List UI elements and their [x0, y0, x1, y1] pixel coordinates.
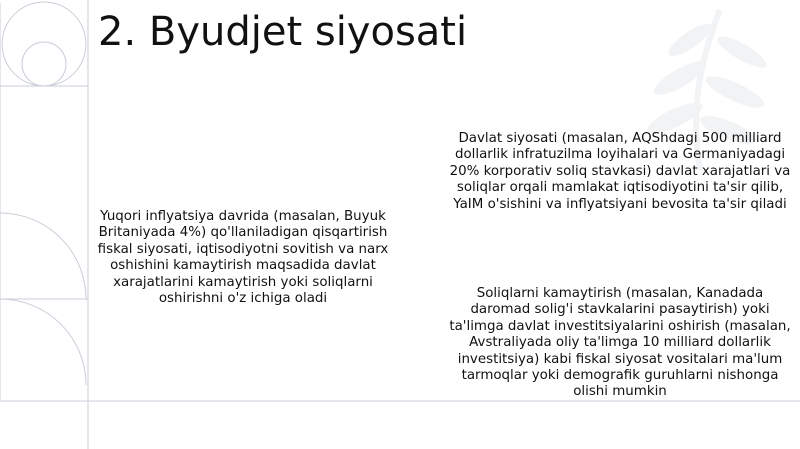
slide-title: 2. Byudjet siyosati [98, 9, 468, 55]
deco-circle-small [22, 42, 66, 86]
paragraph-fiscal-tools: Soliqlarni kamaytirish (masalan, Kanadada daromad solig'i stavkalarini pasaytirish) yoki ta'limga davlat investitsiyalarini oshirish (masalan, Avstraliyada oliy ta'limga 10 milliard dollarlik investitsiya) kabi fiskal siyosat vositalari ma'lum tarmoqlar yoki demografik guruhlarni nishonga olishi mumkin [449, 286, 791, 400]
deco-arc [0, 213, 86, 299]
paragraph-government-policy: Davlat siyosati (masalan, AQShdagi 500 milliard dollarlik infratuzilma loyihalari va Germaniyadagi 20% korporativ soliq stavkasi) davlat xarajatlari va soliqlar orqali mamlakat iqtisodiyotini ta'sir qilib, YaIM o'sishini va inflyatsiyani bevosita ta'sir qiladi [449, 131, 791, 212]
paragraph-contractionary-policy: Yuqori inflyatsiya davrida (masalan, Buyuk Britaniyada 4%) qo'llaniladigan qisqartirish fiskal siyosati, iqtisodiyotni sovitish va narx oshishini kamaytirish maqsadida davlat xarajatlarini kamaytirish yoki soliqlarni oshirishni o'z ichiga oladi [97, 209, 389, 307]
deco-arc [0, 299, 86, 385]
deco-circle-large [2, 2, 86, 86]
